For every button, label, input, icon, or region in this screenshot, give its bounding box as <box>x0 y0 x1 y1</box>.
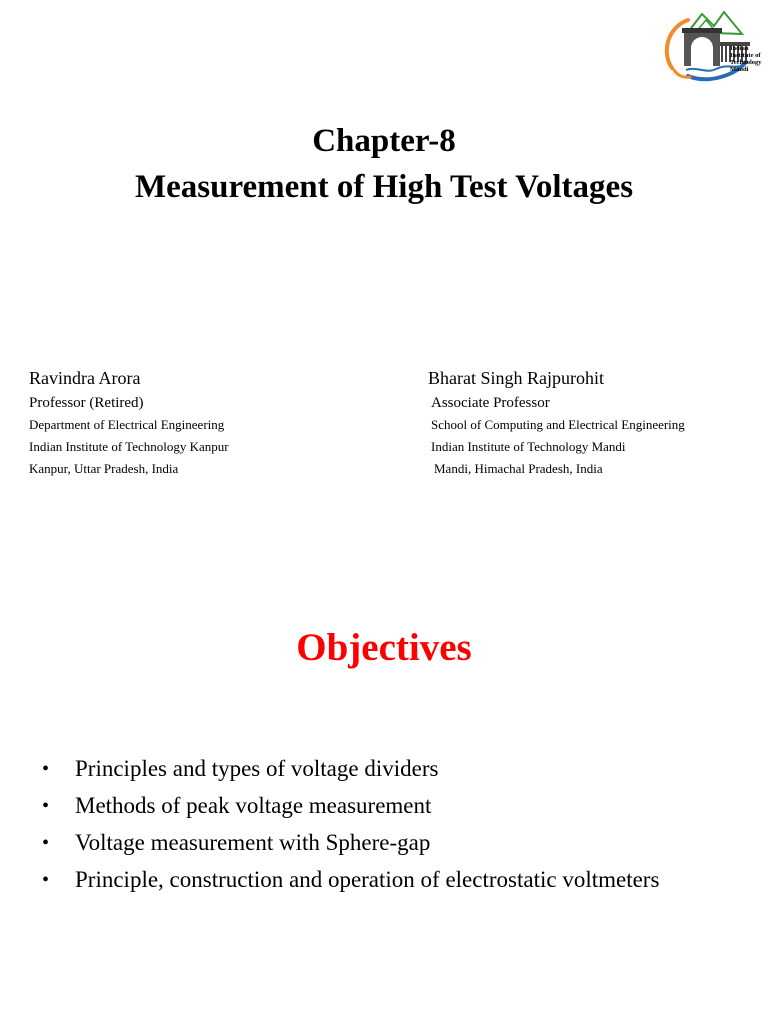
bullet-icon: • <box>42 795 50 817</box>
objective-text: Principle, construction and operation of electrostatic voltmeters <box>75 867 660 892</box>
author-institute: Indian Institute of Technology Kanpur <box>29 439 229 454</box>
objective-text: Voltage measurement with Sphere-gap <box>75 830 431 855</box>
list-item <box>42 828 742 858</box>
author-institute: Indian Institute of Technology Mandi <box>431 439 626 454</box>
objectives-slide <box>0 512 768 1024</box>
objective-text: Methods of peak voltage measurement <box>75 793 432 818</box>
bullet-icon: • <box>42 869 50 891</box>
logo-wordmark: Indian Institute of Technology Mandi <box>730 45 762 73</box>
author-role: Professor (Retired) <box>29 395 144 411</box>
chapter-number: Chapter-8 <box>312 123 456 159</box>
objectives-heading: Objectives <box>296 626 472 669</box>
bullet-icon: • <box>42 758 50 780</box>
author-name: Bharat Singh Rajpurohit <box>428 368 604 388</box>
author-block-rajpurohit <box>428 366 685 480</box>
chapter-title: Measurement of High Test Voltages <box>134 169 634 205</box>
author-department: Department of Electrical Engineering <box>29 417 225 432</box>
author-location: Mandi, Himachal Pradesh, India <box>434 461 603 476</box>
author-block-arora <box>29 366 229 480</box>
author-department: School of Computing and Electrical Engineering <box>431 417 685 432</box>
list-item <box>42 754 742 784</box>
bullet-icon: • <box>42 832 50 854</box>
iit-mandi-logo <box>660 6 768 88</box>
objectives-list <box>42 754 742 902</box>
author-role: Associate Professor <box>431 395 550 411</box>
list-item <box>42 791 742 821</box>
author-name: Ravindra Arora <box>29 368 141 388</box>
list-item <box>42 865 742 895</box>
objective-text: Principles and types of voltage dividers <box>75 756 439 781</box>
author-location: Kanpur, Uttar Pradesh, India <box>29 461 179 476</box>
